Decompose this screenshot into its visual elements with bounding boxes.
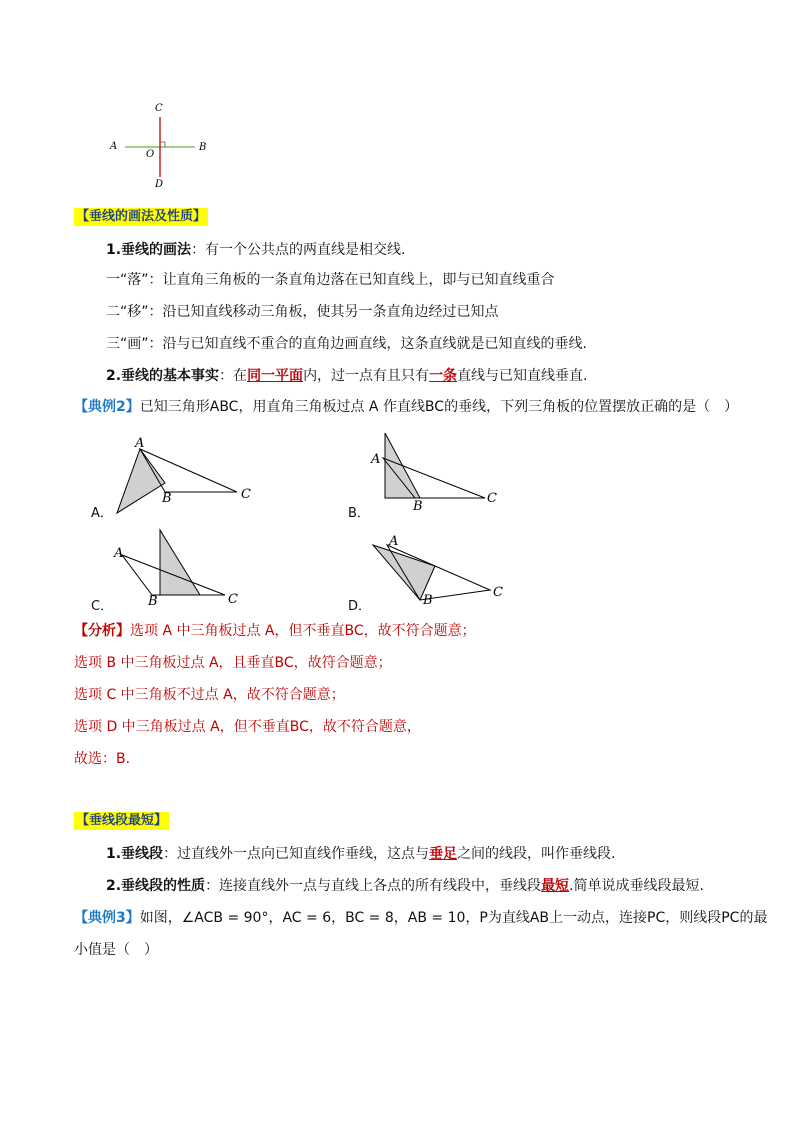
analysis-line-3: 选项 C 中三角板不过点 A，故不符合题意； [74,687,345,703]
svg-text:A: A [371,452,381,467]
label-o: O [146,149,155,160]
example-3-question-cont: 小值是（ ） [74,942,158,958]
svg-text:B: B [413,499,423,514]
svg-text:B: B [423,593,433,608]
svg-text:C: C [493,585,503,600]
svg-text:B: B [162,491,172,506]
perpendicular-figure [100,95,220,195]
step-2: 二“移”：沿已知直线移动三角板，使其另一条直角边经过已知点 [106,304,499,320]
svg-text:A: A [389,534,399,549]
svg-text:B: B [148,594,158,609]
perpendicular-segment-property: 2.垂线段的性质：连接直线外一点与直线上各点的所有线段中，垂线段最短.简单说成垂线段最短. [106,878,704,894]
option-b-figure [365,428,525,518]
analysis-line-1: 【分析】选项 A 中三角板过点 A，但不垂直BC，故不符合题意； [74,623,476,639]
svg-text:C: C [228,592,238,607]
svg-text:C: C [241,487,251,502]
label-b: B [199,142,207,153]
option-d-label[interactable]: D． [348,599,372,614]
section-title-shortest: 【垂线段最短】 [76,813,168,828]
right-angle-mark [160,142,165,147]
basic-fact: 2.垂线的基本事实：在同一平面内，过一点有且只有一条直线与已知直线垂直. [106,368,588,384]
svg-text:C: C [487,491,497,506]
svg-text:A: A [135,436,145,451]
option-b-label[interactable]: B． [348,506,370,521]
set-square-c [160,530,200,595]
perpendicular-segment-def: 1.垂线段：过直线外一点向已知直线作垂线，这点与垂足之间的线段，叫作垂线段. [106,846,616,862]
option-a-label[interactable]: A． [91,506,113,521]
example-3-question: 【典例3】如图，∠ACB = 90°，AC = 6，BC = 8，AB = 10，P为直线AB上一动点，连接PC，则线段PC的最 [74,910,768,926]
analysis-line-4: 选项 D 中三角板过点 A，但不垂直BC，故不符合题意， [74,719,421,735]
option-d-figure [365,530,515,610]
drawing-method: 1.垂线的画法：有一个公共点的两直线是相交线. [106,242,406,258]
option-a-figure [105,435,270,525]
analysis-line-2: 选项 B 中三角板过点 A，且垂直BC，故符合题意； [74,655,392,671]
svg-text:A: A [114,546,124,561]
label-d: D [155,179,164,190]
label-a: A [110,141,118,152]
example-2-question: 【典例2】已知三角形ABC，用直角三角板过点 A 作直线BC的垂线，下列三角板的位置摆放正确的是（ ） [74,399,739,415]
step-1: 一“落”：让直角三角板的一条直角边落在已知直线上，即与已知直线重合 [106,272,555,288]
label-c: C [155,103,163,114]
analysis-answer: 故选：B． [74,751,140,767]
step-3: 三“画”：沿与已知直线不重合的直角边画直线，这条直线就是已知直线的垂线. [106,336,587,352]
option-c-figure [110,525,250,610]
set-square-a [117,449,165,513]
section-title-drawing: 【垂线的画法及性质】 [76,209,207,224]
option-c-label[interactable]: C． [91,599,114,614]
